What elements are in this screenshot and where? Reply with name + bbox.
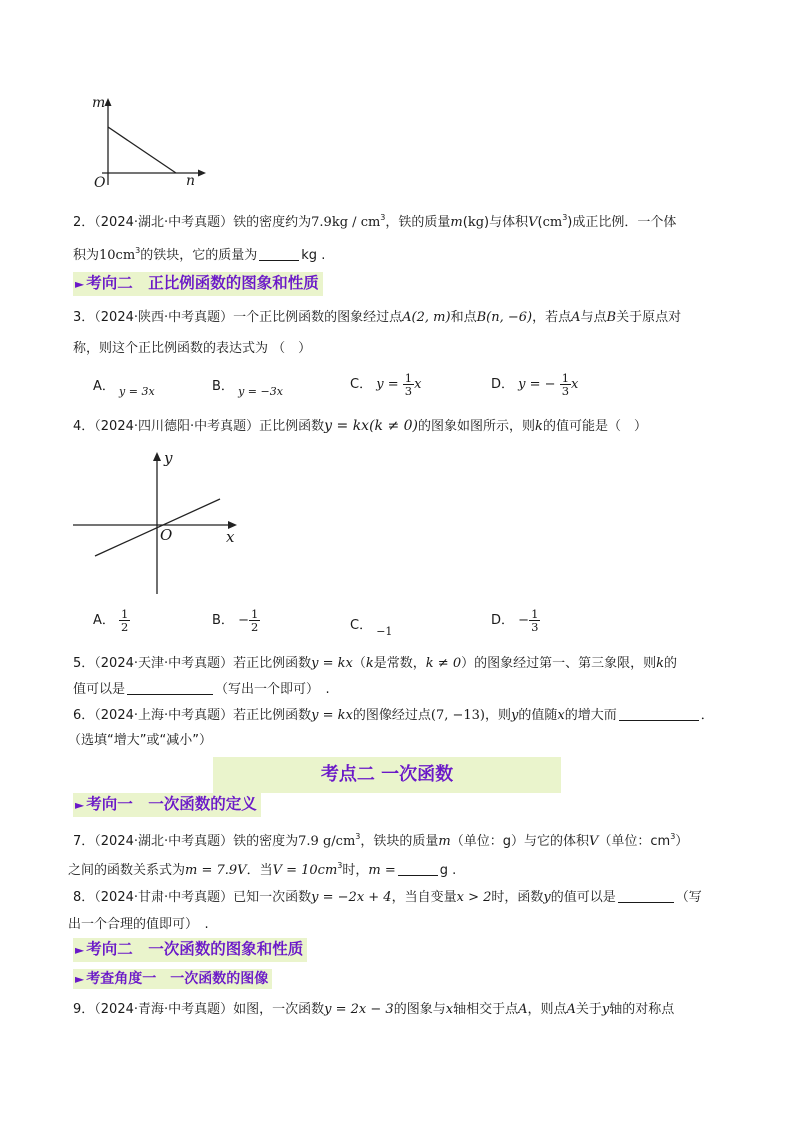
q4-text: 的值可能是（ ） bbox=[542, 419, 647, 434]
graph-q1-y-arrow bbox=[105, 98, 112, 106]
q4-option-a[interactable] bbox=[93, 608, 130, 633]
q7-text: （单位：cm bbox=[598, 834, 671, 849]
q3-point-b-coord: (n, −6) bbox=[486, 310, 533, 325]
q7-var-v: V bbox=[588, 834, 599, 849]
option-letter: A． bbox=[93, 379, 115, 394]
q9-point-a: A bbox=[518, 1002, 528, 1017]
fraction-num: 1 bbox=[250, 607, 259, 621]
q3-number: 3． bbox=[73, 310, 95, 325]
option-letter: D． bbox=[491, 613, 515, 628]
q9-number: 9． bbox=[73, 1002, 95, 1017]
q5-text: 值可以是 bbox=[73, 682, 126, 697]
q6-expr: y = kx bbox=[311, 708, 353, 723]
q4-source: （2024·四川德阳·中考真题） bbox=[94, 419, 260, 434]
q4-text: 的图象如图所示，则 bbox=[418, 419, 536, 434]
q6-text: 的图像经过点 bbox=[352, 708, 431, 723]
q9-text: 轴的对称点 bbox=[609, 1002, 675, 1017]
fraction-den: 2 bbox=[250, 620, 259, 634]
graph-q1-label-m: m bbox=[92, 95, 106, 111]
q8-text: 出一个合理的值即可） . bbox=[68, 917, 209, 932]
q2-cm: cm bbox=[542, 215, 563, 230]
graph-q1-line bbox=[108, 127, 176, 173]
q6-line2 bbox=[68, 732, 740, 750]
q9-source: （2024·青海·中考真题） bbox=[94, 1002, 234, 1017]
q6-var-y: y bbox=[511, 708, 519, 723]
q6-line1 bbox=[73, 707, 740, 725]
option-fraction bbox=[529, 608, 540, 633]
heading-text: 考向二 正比例函数的图象和性质 bbox=[86, 274, 319, 292]
q3-source: （2024·陕西·中考真题） bbox=[94, 310, 234, 325]
q7-sup: 3 bbox=[355, 832, 361, 841]
q9-expr: y = 2x − 3 bbox=[324, 1002, 394, 1017]
q2-text: 积为 bbox=[73, 248, 100, 263]
heading-arrow-icon: ► bbox=[75, 972, 85, 986]
fraction-num: 1 bbox=[404, 371, 413, 385]
q7-text: 时， bbox=[342, 863, 369, 878]
q9-text: 的图象与 bbox=[393, 1002, 446, 1017]
q7-mres: m = bbox=[368, 863, 396, 878]
option-letter: A． bbox=[93, 613, 115, 628]
q8-number: 8． bbox=[73, 890, 95, 905]
q2-answer-blank[interactable] bbox=[259, 247, 299, 261]
section-title-linear-function: 考点二 一次函数 bbox=[213, 757, 561, 793]
q7-density: 7.9 g/cm bbox=[298, 834, 356, 849]
q8-text: 时，函数 bbox=[491, 890, 544, 905]
q9-line1 bbox=[73, 1001, 740, 1019]
q7-answer-blank[interactable] bbox=[398, 862, 438, 876]
option-value: −1 bbox=[376, 625, 393, 638]
q6-number: 6． bbox=[73, 708, 95, 723]
q2-kg: kg bbox=[467, 215, 485, 230]
q7-vcond: V = 10cm bbox=[272, 863, 338, 878]
q7-text: 之间的函数关系式为 bbox=[68, 863, 186, 878]
q7-text: ．当 bbox=[246, 863, 273, 878]
graph-q4-label-o: O bbox=[160, 526, 173, 544]
q4-text: 正比例函数 bbox=[259, 419, 325, 434]
q6-source: （2024·上海·中考真题） bbox=[94, 708, 234, 723]
q3-text: ，若点 bbox=[532, 310, 572, 325]
option-expr: y = −3x bbox=[238, 385, 283, 398]
q2-var-m: m bbox=[450, 215, 463, 230]
graph-q1-label-o: O bbox=[94, 175, 106, 191]
graph-q4-y-arrow bbox=[153, 452, 161, 461]
heading-text: 考向二 一次函数的图象和性质 bbox=[86, 940, 304, 958]
heading-arrow-icon: ► bbox=[75, 277, 85, 291]
option-sign: − bbox=[238, 613, 249, 628]
q5-cond: k ≠ 0 bbox=[425, 656, 462, 671]
heading-direction-1-definition bbox=[73, 793, 261, 817]
option-fraction bbox=[119, 608, 130, 633]
graph-q1-label-n: n bbox=[186, 173, 196, 189]
q4-var-k: k bbox=[535, 419, 543, 434]
q8-expr: y = −2x + 4 bbox=[311, 890, 392, 905]
q5-text: 的 bbox=[664, 656, 678, 671]
q6-text: ，则 bbox=[485, 708, 512, 723]
q7-source: （2024·湖北·中考真题） bbox=[94, 834, 234, 849]
q3-option-d[interactable] bbox=[491, 372, 578, 397]
q4-option-c[interactable] bbox=[350, 617, 392, 641]
option-letter: C． bbox=[350, 377, 373, 392]
option-expr: x bbox=[414, 377, 422, 392]
q9-text: ，则点 bbox=[527, 1002, 567, 1017]
option-fraction bbox=[560, 372, 571, 397]
q8-cond: x > 2 bbox=[456, 890, 492, 905]
q6-text: 的增大而 bbox=[564, 708, 617, 723]
q7-sup: 3 bbox=[337, 861, 343, 870]
q3-text: 一个正比例函数的图象经过点 bbox=[233, 310, 403, 325]
q3-point-a: A bbox=[571, 310, 581, 325]
fraction-num: 1 bbox=[121, 607, 129, 621]
q7-line2 bbox=[68, 857, 740, 880]
q3-option-b[interactable] bbox=[212, 378, 283, 401]
q8-line2 bbox=[68, 916, 740, 934]
q5-text: （ bbox=[352, 656, 366, 671]
heading-arrow-icon: ► bbox=[75, 943, 85, 957]
q2-source: （2024·湖北·中考真题） bbox=[94, 215, 234, 230]
q8-line1 bbox=[73, 889, 740, 907]
q8-var-y: y bbox=[543, 890, 551, 905]
q8-text: ，当自变量 bbox=[391, 890, 457, 905]
q7-text: （单位：g）与它的体积 bbox=[450, 834, 589, 849]
q2-line2 bbox=[73, 242, 740, 265]
q5-line1 bbox=[73, 655, 740, 673]
q3-point-a-coord: (2, m) bbox=[411, 310, 451, 325]
q2-volume: 10cm bbox=[99, 248, 136, 263]
q9-var-x: x bbox=[445, 1002, 454, 1017]
q6-answer-blank[interactable] bbox=[619, 707, 699, 721]
heading-direction-2-graph-properties bbox=[73, 938, 307, 962]
q9-var-y: y bbox=[601, 1002, 610, 1017]
q3-option-a[interactable] bbox=[93, 378, 155, 401]
q2-text: 与体积 bbox=[489, 215, 529, 230]
q4-expr: y = kx bbox=[324, 418, 370, 434]
q8-text: 的值可以是 bbox=[550, 890, 616, 905]
option-sign: − bbox=[518, 613, 530, 628]
q2-var-v: V bbox=[528, 215, 538, 230]
graph-q4 bbox=[70, 448, 240, 596]
q7-relation: m = 7.9V bbox=[185, 863, 247, 878]
option-letter: B． bbox=[212, 613, 234, 628]
q3-text: 和点 bbox=[450, 310, 477, 325]
fraction-den: 3 bbox=[404, 384, 413, 398]
q6-text: ． bbox=[700, 708, 714, 723]
q3-line2 bbox=[73, 340, 740, 358]
option-letter: C． bbox=[350, 618, 373, 633]
q4-line1 bbox=[73, 417, 740, 436]
q6-point: (7, −13) bbox=[430, 708, 486, 723]
option-letter: D． bbox=[491, 377, 515, 392]
q9-point-a: A bbox=[566, 1002, 576, 1017]
heading-text: 考向一 一次函数的定义 bbox=[86, 795, 257, 813]
q2-text: 铁的密度约为 bbox=[233, 215, 312, 230]
q3-point-a: A bbox=[402, 310, 412, 325]
q3-text: 称，则这个正比例函数的表达式为 （ ） bbox=[73, 341, 312, 356]
q8-answer-blank[interactable] bbox=[618, 889, 674, 903]
option-expr: y = 3x bbox=[119, 385, 155, 398]
q2-text: 成正比例．一个体 bbox=[572, 215, 677, 230]
q6-text: （选填“增大”或“减小”） bbox=[68, 733, 212, 748]
q5-number: 5． bbox=[73, 656, 95, 671]
q8-source: （2024·甘肃·中考真题） bbox=[94, 890, 234, 905]
q2-density: 7.9 bbox=[311, 215, 332, 230]
option-expr: x bbox=[571, 377, 579, 392]
q6-var-x: x bbox=[557, 708, 565, 723]
q7-line1 bbox=[73, 828, 740, 851]
graph-q4-label-x: x bbox=[226, 528, 235, 546]
q5-var-k: k bbox=[365, 656, 374, 671]
q3-point-b: B bbox=[476, 310, 487, 325]
q2-number: 2． bbox=[73, 215, 95, 230]
q5-var-k: k bbox=[656, 656, 665, 671]
q2-text: ，铁的质量 bbox=[385, 215, 451, 230]
q2-sup: 3 bbox=[562, 213, 568, 222]
q7-text: ） bbox=[675, 834, 689, 849]
option-fraction bbox=[403, 372, 414, 397]
q2-unit: kg / cm bbox=[331, 215, 381, 230]
q5-source: （2024·天津·中考真题） bbox=[94, 656, 234, 671]
q3-text: 关于原点对 bbox=[616, 310, 682, 325]
q5-expr: y = kx bbox=[311, 656, 353, 671]
q6-text: 若正比例函数 bbox=[233, 708, 312, 723]
graph-q1-x-arrow bbox=[198, 170, 206, 177]
q5-answer-blank[interactable] bbox=[127, 681, 213, 695]
fraction-num: 1 bbox=[531, 607, 539, 621]
q5-text: （写出一个即可） . bbox=[215, 682, 330, 697]
q7-number: 7． bbox=[73, 834, 95, 849]
q4-cond: (k ≠ 0) bbox=[369, 418, 419, 434]
heading-text: 考查角度一 一次函数的图像 bbox=[86, 971, 269, 987]
q6-text: 的值随 bbox=[518, 708, 558, 723]
q8-text: 已知一次函数 bbox=[233, 890, 312, 905]
q4-number: 4． bbox=[73, 419, 95, 434]
q5-text: 若正比例函数 bbox=[233, 656, 312, 671]
q7-sup: 3 bbox=[670, 832, 676, 841]
q2-sup: 3 bbox=[135, 246, 141, 255]
fraction-num: 1 bbox=[561, 371, 570, 385]
fraction-den: 2 bbox=[121, 620, 129, 634]
q2-unit-end: kg . bbox=[301, 248, 326, 263]
q7-text: 铁的密度为 bbox=[233, 834, 299, 849]
q5-line2 bbox=[73, 681, 740, 699]
q3-option-c[interactable] bbox=[350, 372, 421, 397]
fraction-den: 3 bbox=[561, 384, 570, 398]
q9-text: 如图，一次函数 bbox=[233, 1002, 325, 1017]
q3-point-b: B bbox=[606, 310, 617, 325]
q9-text: 轴相交于点 bbox=[453, 1002, 519, 1017]
q7-unit: g . bbox=[439, 863, 457, 878]
q4-option-b[interactable] bbox=[212, 608, 260, 633]
option-expr: y = − bbox=[518, 377, 556, 392]
q5-text: ）的图象经过第一、第三象限，则 bbox=[461, 656, 657, 671]
q8-text: （写 bbox=[675, 890, 702, 905]
option-letter: B． bbox=[212, 379, 234, 394]
q3-text: 与点 bbox=[580, 310, 607, 325]
fraction-den: 3 bbox=[531, 620, 539, 634]
q4-option-d[interactable] bbox=[491, 608, 540, 633]
q5-text: 是常数， bbox=[373, 656, 426, 671]
heading-angle-1-graph bbox=[73, 969, 272, 989]
q2-sup: 3 bbox=[380, 213, 386, 222]
heading-arrow-icon: ► bbox=[75, 798, 85, 812]
option-fraction bbox=[249, 608, 260, 633]
q7-text: ，铁块的质量 bbox=[360, 834, 439, 849]
q3-line1 bbox=[73, 309, 740, 327]
graph-q4-label-y: y bbox=[164, 449, 173, 467]
q2-line1: 2．（2024·湖北·中考真题）铁的密度约为$7.9kg / cm^3$，铁的质量m(kg)与体积$V(cm^3)$成正比例．一个体 bbox=[73, 213, 677, 230]
heading-direction-2-proportional bbox=[73, 272, 323, 296]
q7-var-m: m bbox=[438, 834, 451, 849]
q9-text: 关于 bbox=[575, 1002, 602, 1017]
q2-text: 的铁块，它的质量为 bbox=[140, 248, 258, 263]
option-expr: y = bbox=[376, 377, 399, 392]
